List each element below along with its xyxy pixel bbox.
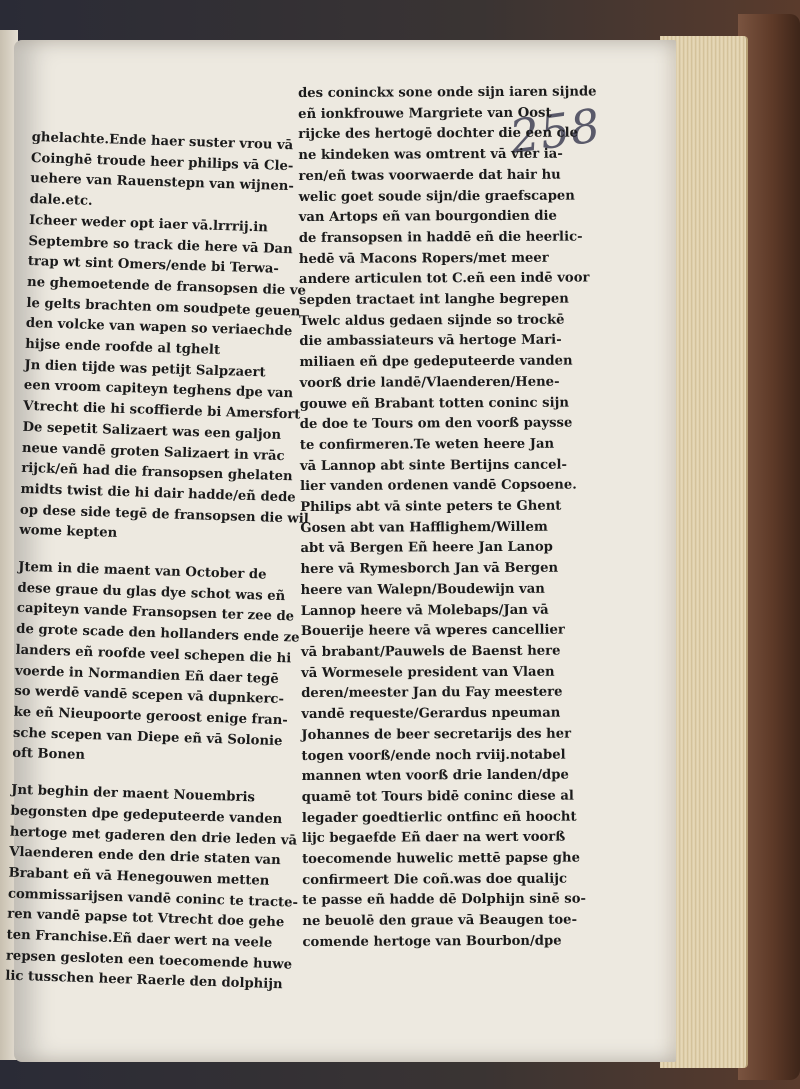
text-line: hertoge met gaderen den drie leden vā bbox=[9, 824, 298, 849]
text-line: voorß drie landē/Vlaenderen/Hene- bbox=[299, 374, 560, 391]
text-line: vandē requeste/Gerardus npeuman bbox=[301, 705, 561, 723]
text-line: ne ghemoetende de fransopsen die ve bbox=[26, 274, 307, 299]
text-line: Lannop heere vā Molebaps/Jan vā bbox=[300, 602, 549, 619]
text-line: le gelts brachten om soudpete geuen bbox=[26, 295, 301, 320]
text-line: De sepetit Salizaert was een galjon bbox=[22, 419, 282, 443]
text-line: Coinghē troude heer philips vā Cle- bbox=[30, 150, 294, 174]
text-line: op dese side tegē de fransopsen die wil bbox=[19, 502, 310, 527]
text-line: vā Wormesele president van Vlaen bbox=[301, 664, 555, 681]
text-line: togen voorß/ende noch rviij.notabel bbox=[301, 747, 566, 764]
text-line: lier vanden ordenen vandē Copsoene. bbox=[300, 477, 577, 495]
text-line: neue vandē groten Salizaert in vrāc bbox=[21, 440, 285, 464]
paragraph-1 bbox=[19, 128, 310, 550]
text-line: voerde in Normandien Eñ daer tegē bbox=[14, 663, 279, 687]
text-line: de grote scade den hollanders ende ze bbox=[16, 621, 300, 646]
left-text-column bbox=[5, 128, 310, 996]
text-line: ren vandē papse tot Vtrecht doe gehe bbox=[7, 906, 285, 931]
text-line: heere van Walepn/Boudewijn van bbox=[300, 581, 545, 598]
text-line: Johannes de beer secretarijs des her bbox=[301, 726, 572, 743]
text-line: rijcke des hertogē dochter die een cle bbox=[298, 125, 579, 143]
text-line: Philips abt vā sinte peters te Ghent bbox=[300, 498, 562, 516]
text-line: lic tusschen heer Raerle den dolphijn bbox=[5, 969, 283, 993]
text-line: gouwe eñ Brabant totten coninc sijn bbox=[299, 395, 569, 412]
text-line: te confirmeren.Te weten heere Jan bbox=[299, 436, 555, 453]
text-line: te passe eñ hadde dē Dolphijn sinē so- bbox=[302, 891, 587, 909]
paragraph-2 bbox=[12, 558, 300, 773]
text-line: Jnt beghin der maent Nouembris bbox=[10, 782, 256, 806]
text-line: de doe te Tours om den voorß paysse bbox=[299, 415, 573, 433]
text-line: van Artops eñ van bourgondien die bbox=[298, 208, 557, 226]
paragraph-3 bbox=[5, 781, 299, 996]
text-line: capiteyn vande Fransopsen ter zee de bbox=[16, 601, 295, 625]
text-line: vā Lannop abt sinte Bertijns cancel- bbox=[299, 457, 568, 474]
text-line: toecomende huwelic mettē papse ghe bbox=[302, 850, 581, 868]
text-line: dale.etc. bbox=[29, 192, 93, 210]
text-line: trap wt sint Omers/ende bi Terwa- bbox=[27, 254, 280, 278]
right-text-column bbox=[298, 83, 597, 954]
text-line: eñ ionkfrouwe Margriete van Oost bbox=[298, 105, 552, 122]
text-line: sche scepen van Diepe eñ vā Solonie bbox=[12, 725, 283, 749]
text-line: midts twist die hi dair hadde/eñ dede bbox=[20, 481, 296, 506]
text-line: die ambassiateurs vā hertoge Mari- bbox=[299, 333, 562, 350]
text-line: hedē vā Macons Ropers/met meer bbox=[298, 250, 549, 267]
text-line: Septembre so track die here vā Dan bbox=[28, 233, 293, 257]
text-line: rijck/eñ had die fransopsen ghelaten bbox=[21, 461, 293, 485]
text-line: so werdē vandē scepen vā dupnkerc- bbox=[14, 684, 285, 708]
text-line: lijc begaefde Eñ daer na wert voorß bbox=[301, 829, 566, 847]
text-line: vā brabant/Pauwels de Baenst here bbox=[300, 643, 561, 660]
text-line: des coninckx sone onde sijn iaren sijnde bbox=[298, 84, 597, 101]
text-line: miliaen eñ dpe gedeputeerde vanden bbox=[299, 353, 573, 371]
text-line: uehere van Rauenstepn van wijnen- bbox=[30, 171, 295, 195]
text-line: Jtem in die maent van October de bbox=[17, 559, 267, 583]
text-line: ne beuolē den graue vā Beaugen toe- bbox=[302, 912, 578, 930]
text-line: den volcke van wapen so veriaechde bbox=[25, 316, 293, 340]
text-line: ren/eñ twas voorwaerde dat hair hu bbox=[298, 167, 561, 184]
text-line: oft Bonen bbox=[12, 746, 86, 764]
text-line: dese graue du glas dye schot was eñ bbox=[17, 580, 286, 604]
text-line: landers eñ roofde veel schepen die hi bbox=[15, 642, 292, 667]
text-line: Twelc aldus gedaen sijnde so trockē bbox=[299, 312, 565, 329]
text-line: mannen wten voorß drie landen/dpe bbox=[301, 767, 569, 785]
text-line: wome kepten bbox=[19, 523, 118, 542]
text-line: here vā Rymesborch Jan vā Bergen bbox=[300, 560, 559, 578]
text-line: quamē tot Tours bidē coninc diese al bbox=[301, 788, 574, 805]
text-line: Gosen abt van Hafflighem/Willem bbox=[300, 519, 548, 536]
text-line: comende hertoge van Bourbon/dpe bbox=[302, 933, 562, 950]
text-line: repsen gesloten een toecomende huwe bbox=[5, 948, 293, 973]
text-line: confirmeert Die coñ.was doe qualijc bbox=[302, 871, 568, 888]
text-line: Vtrecht die hi scoffierde bi Amersfort bbox=[23, 399, 301, 423]
text-line: abt vā Bergen Eñ heere Jan Lanop bbox=[300, 540, 553, 557]
text-line: Jn dien tijde was petijt Salpzaert bbox=[24, 357, 266, 381]
text-line: Brabant eñ vā Henegouwen metten bbox=[8, 865, 270, 889]
text-line: Icheer weder opt iaer vā.lrrrij.in bbox=[28, 212, 269, 236]
text-line: deren/meester Jan du Fay meestere bbox=[301, 685, 563, 702]
text-line: sepden tractaet int langhe begrepen bbox=[299, 291, 569, 309]
text-line: Bouerije heere vā wperes cancellier bbox=[300, 622, 565, 640]
folio-number: 258 bbox=[506, 97, 605, 165]
book-page bbox=[5, 40, 676, 1062]
text-line: de fransopsen in haddē eñ die heerlic- bbox=[298, 229, 583, 246]
text-line: andere articulen tot C.eñ een indē voor bbox=[298, 270, 590, 288]
text-line: ne kindeken was omtrent vā vier ia- bbox=[298, 146, 563, 164]
text-line: hijse ende roofde al tghelt bbox=[24, 336, 221, 359]
text-line: Vlaenderen ende den drie staten van bbox=[9, 844, 281, 869]
text-line: ten Franchise.Eñ daer wert na veele bbox=[6, 927, 273, 951]
text-line: welic goet soude sijn/die graefscapen bbox=[298, 188, 575, 205]
text-line: ke eñ Nieupoorte geroost enige fran- bbox=[13, 704, 288, 729]
text-line: begonsten dpe gedeputeerde vanden bbox=[10, 803, 283, 827]
text-line: legader goedtierlic ontfinc eñ hoocht bbox=[301, 809, 577, 826]
text-line: commissarijsen vandē coninc te tracte- bbox=[7, 886, 299, 911]
text-line: een vroom capiteyn teghens dpe van bbox=[23, 378, 294, 402]
text-line: ghelachte.Ende haer suster vrou vā bbox=[31, 129, 294, 154]
